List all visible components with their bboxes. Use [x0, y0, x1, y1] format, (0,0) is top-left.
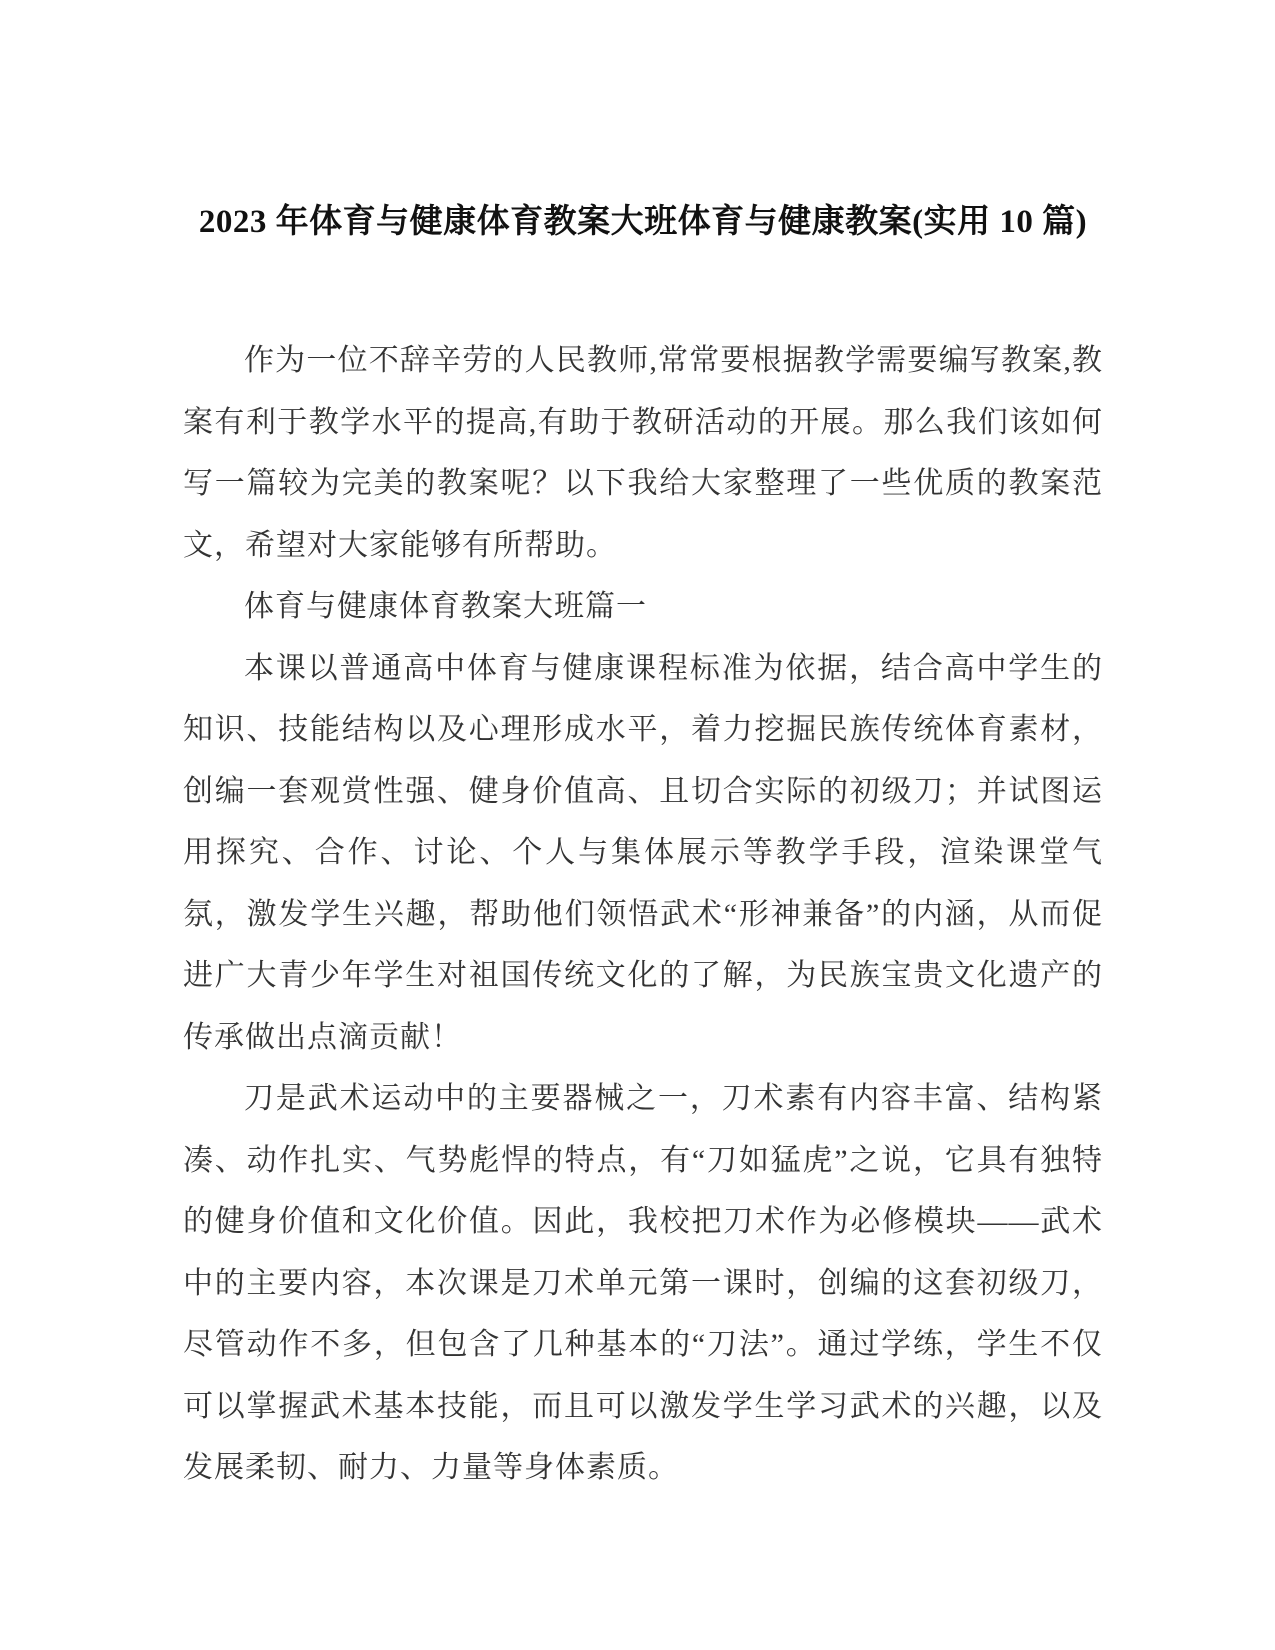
- section-heading: 体育与健康体育教案大班篇一: [244, 590, 647, 623]
- document-title: 2023 年体育与健康体育教案大班体育与健康教案(实用 10 篇): [198, 204, 1088, 240]
- intro-paragraph: 作为一位不辞辛劳的人民教师,常常要根据教学需要编写教案,教案有利于教学水平的提高,有助于教研活动的开展。那么我们该如何写一篇较为完美的教案呢？以下我给大家整理了一些优质的教案范文，希望对大家能够有所帮助。: [183, 344, 1103, 562]
- body-paragraph-1: 本课以普通高中体育与健康课程标准为依据，结合高中学生的知识、技能结构以及心理形成水平，着力挖掘民族传统体育素材，创编一套观赏性强、健身价值高、且切合实际的初级刀；并试图运用探究、合作、讨论、个人与集体展示等教学手段，渲染课堂气氛，激发学生兴趣，帮助他们领悟武术“形神兼备”的内涵，从而促进广大青少年学生对祖国传统文化的了解，为民族宝贵文化遗产的传承做出点滴贡献！: [183, 651, 1103, 1054]
- body-paragraph-2: 刀是武术运动中的主要器械之一，刀术素有内容丰富、结构紧凑、动作扎实、气势彪悍的特点，有“刀如猛虎”之说，它具有独特的健身价值和文化价值。因此，我校把刀术作为必修模块——武术中的主要内容，本次课是刀术单元第一课时，创编的这套初级刀，尽管动作不多，但包含了几种基本的“刀法”。通过学练，学生不仅可以掌握武术基本技能，而且可以激发学生学习武术的兴趣，以及发展柔韧、耐力、力量等身体素质。: [183, 1082, 1103, 1484]
